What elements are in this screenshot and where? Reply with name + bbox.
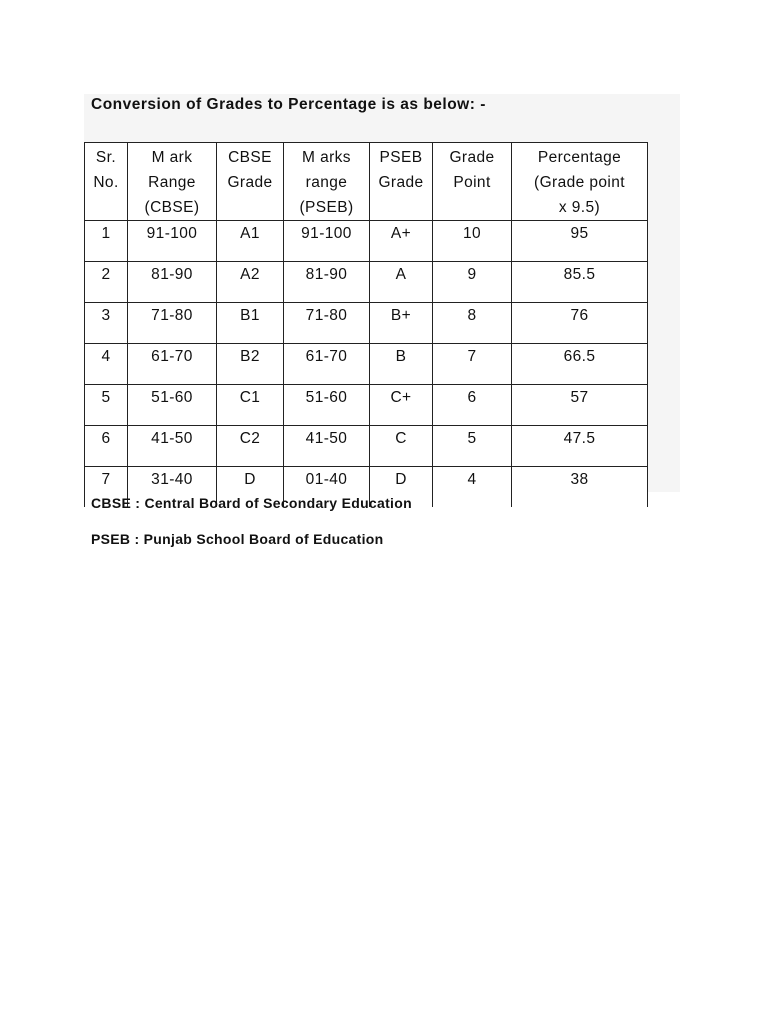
header-percentage <box>512 143 648 221</box>
header-line: No. <box>93 174 119 191</box>
cell-grade-point: 7 <box>433 344 512 385</box>
cell-percentage: 38 <box>512 467 648 508</box>
cell-percentage: 66.5 <box>512 344 648 385</box>
cell-mark-range-cbse: 41-50 <box>128 426 217 467</box>
table-row <box>85 221 648 262</box>
cell-percentage: 47.5 <box>512 426 648 467</box>
table-row <box>85 262 648 303</box>
cell-marks-range-pseb: 81-90 <box>284 262 370 303</box>
cell-cbse-grade: C2 <box>217 426 284 467</box>
cell-pseb-grade: C <box>370 426 433 467</box>
header-line: (Grade point <box>534 174 625 191</box>
header-line: Percentage <box>537 149 622 166</box>
cell-marks-range-pseb: 61-70 <box>284 344 370 385</box>
cell-marks-range-pseb: 51-60 <box>284 385 370 426</box>
cell-pseb-grade: D <box>370 467 433 508</box>
cell-sr-no: 6 <box>85 426 128 467</box>
cell-grade-point: 5 <box>433 426 512 467</box>
header-line: Grade <box>378 174 424 191</box>
header-line: x 9.5) <box>558 199 601 216</box>
note-pseb-definition: PSEB : Punjab School Board of Education <box>91 531 384 547</box>
cell-percentage: 57 <box>512 385 648 426</box>
header-cbse-grade <box>217 143 284 221</box>
table-row <box>85 426 648 467</box>
cell-marks-range-pseb: 01-40 <box>284 467 370 508</box>
header-line: M ark <box>151 149 193 166</box>
cell-sr-no: 4 <box>85 344 128 385</box>
cell-pseb-grade: B+ <box>370 303 433 344</box>
header-grade-point <box>433 143 512 221</box>
table-row <box>85 303 648 344</box>
cell-mark-range-cbse: 81-90 <box>128 262 217 303</box>
cell-mark-range-cbse: 61-70 <box>128 344 217 385</box>
header-mark-range-cbse <box>128 143 217 221</box>
cell-pseb-grade: B <box>370 344 433 385</box>
cell-mark-range-cbse: 91-100 <box>128 221 217 262</box>
cell-sr-no: 7 <box>85 467 128 508</box>
cell-marks-range-pseb: 71-80 <box>284 303 370 344</box>
header-line: (CBSE) <box>144 199 200 216</box>
cell-cbse-grade: C1 <box>217 385 284 426</box>
cell-pseb-grade: A+ <box>370 221 433 262</box>
table-header-row <box>85 143 648 221</box>
header-line: PSEB <box>379 149 423 166</box>
cell-cbse-grade: B2 <box>217 344 284 385</box>
table-row <box>85 385 648 426</box>
header-line: Grade <box>449 149 495 166</box>
header-line: (PSEB) <box>299 199 354 216</box>
cell-sr-no: 1 <box>85 221 128 262</box>
cell-grade-point: 4 <box>433 467 512 508</box>
cell-sr-no: 3 <box>85 303 128 344</box>
header-line: M arks <box>302 149 351 166</box>
header-line: range <box>305 174 348 191</box>
table-row <box>85 344 648 385</box>
cell-grade-point: 6 <box>433 385 512 426</box>
cell-sr-no: 5 <box>85 385 128 426</box>
cell-cbse-grade: A1 <box>217 221 284 262</box>
cell-grade-point: 10 <box>433 221 512 262</box>
header-line: Sr. <box>95 149 117 166</box>
header-line: Range <box>148 174 196 191</box>
header-line: Point <box>453 174 491 191</box>
note-cbse-definition: CBSE : Central Board of Secondary Education <box>91 495 412 511</box>
grade-conversion-table <box>84 142 648 507</box>
cell-sr-no: 2 <box>85 262 128 303</box>
page-heading: Conversion of Grades to Percentage is as below: - <box>91 96 486 113</box>
header-pseb-grade <box>370 143 433 221</box>
cell-mark-range-cbse: 31-40 <box>128 467 217 508</box>
header-marks-range-pseb <box>284 143 370 221</box>
header-sr-no <box>85 143 128 221</box>
cell-marks-range-pseb: 91-100 <box>284 221 370 262</box>
cell-mark-range-cbse: 71-80 <box>128 303 217 344</box>
header-line: CBSE <box>228 149 272 166</box>
cell-percentage: 95 <box>512 221 648 262</box>
cell-marks-range-pseb: 41-50 <box>284 426 370 467</box>
cell-cbse-grade: B1 <box>217 303 284 344</box>
cell-cbse-grade: A2 <box>217 262 284 303</box>
cell-cbse-grade: D <box>217 467 284 508</box>
cell-percentage: 76 <box>512 303 648 344</box>
cell-percentage: 85.5 <box>512 262 648 303</box>
cell-grade-point: 8 <box>433 303 512 344</box>
cell-pseb-grade: A <box>370 262 433 303</box>
cell-pseb-grade: C+ <box>370 385 433 426</box>
cell-mark-range-cbse: 51-60 <box>128 385 217 426</box>
header-line: Grade <box>227 174 273 191</box>
cell-grade-point: 9 <box>433 262 512 303</box>
